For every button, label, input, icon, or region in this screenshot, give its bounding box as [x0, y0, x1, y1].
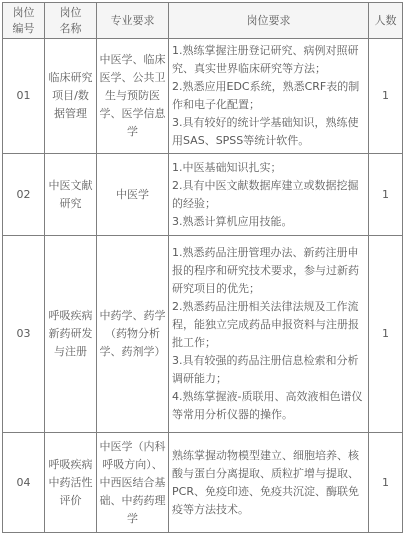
- row-position-name: 呼吸疾病中药活性评价: [45, 433, 97, 533]
- header-position-name-line1: 岗位: [59, 5, 82, 19]
- row-requirements: [169, 236, 369, 433]
- row-position-name: 呼吸疾病新药研发与注册: [45, 236, 97, 433]
- requirement-item: 4.熟练掌握液-质联用、高效液相色谱仪等常用分析仪器的操作。: [172, 390, 363, 421]
- row-count: 1: [369, 236, 403, 433]
- header-position-name: [45, 3, 97, 39]
- requirement-item: 3.具有较好的统计学基础知识，熟练使用SAS、SPSS等统计软件。: [172, 116, 359, 147]
- requirement-item: 3.具有较强的药品注册信息检索和分析调研能力；: [172, 354, 359, 385]
- header-position-id-line2: 编号: [12, 21, 35, 35]
- requirement-item: 1.熟练掌握注册登记研究、病例对照研究、真实世界临床研究等方法；: [172, 44, 359, 75]
- row-count: 1: [369, 154, 403, 236]
- row-requirements: [169, 154, 369, 236]
- requirement-item: 3.熟悉计算机应用技能。: [172, 214, 293, 228]
- row-position-name: 临床研究项目/数据管理: [45, 39, 97, 154]
- row-id: 01: [3, 39, 45, 154]
- row-requirements: [169, 433, 369, 533]
- row-requirements: [169, 39, 369, 154]
- table-row: [3, 39, 403, 154]
- requirement-item: 2.熟悉应用EDC系统，熟悉CRF表的制作和电子化配置；: [172, 80, 360, 111]
- row-major: 中药学、药学（药物分析学、药剂学）: [97, 236, 169, 433]
- requirement-item: 2.熟悉药品注册相关法律法规及工作流程，能独立完成药品申报资料与注册报批工作；: [172, 300, 359, 349]
- row-major: 中医学、临床医学、公共卫生与预防医学、医学信息学: [97, 39, 169, 154]
- row-id: 02: [3, 154, 45, 236]
- row-count: 1: [369, 433, 403, 533]
- header-major: 专业要求: [97, 3, 169, 39]
- row-id: 04: [3, 433, 45, 533]
- header-requirements: 岗位要求: [169, 3, 369, 39]
- row-id: 03: [3, 236, 45, 433]
- job-requirements-table: [2, 2, 403, 533]
- header-position-id-line1: 岗位: [12, 5, 35, 19]
- requirement-item: 熟练掌握动物模型建立、细胞培养、核酸与蛋白分离提取、质粒扩增与提取、PCR、免疫印迹、免疫共沉淀、酶联免疫等方法技术。: [172, 448, 359, 516]
- header-position-id: [3, 3, 45, 39]
- table-row: [3, 433, 403, 533]
- requirement-item: 1.中医基础知识扎实；: [172, 160, 282, 174]
- row-count: 1: [369, 39, 403, 154]
- row-major: 中医学（内科呼吸方向）、中西医结合基础、中药药理学: [97, 433, 169, 533]
- requirement-item: 2.具有中医文献数据库建立或数据挖掘的经验；: [172, 178, 359, 210]
- row-position-name: 中医文献研究: [45, 154, 97, 236]
- row-major: 中医学: [97, 154, 169, 236]
- table-row: [3, 236, 403, 433]
- header-position-name-line2: 名称: [59, 21, 82, 35]
- table-row: [3, 154, 403, 236]
- header-count: 人数: [369, 3, 403, 39]
- requirement-item: 1.熟悉药品注册管理办法、新药注册申报的程序和研究技术要求，参与过新药研究项目的优先；: [172, 246, 359, 295]
- table-header-row: [3, 3, 403, 39]
